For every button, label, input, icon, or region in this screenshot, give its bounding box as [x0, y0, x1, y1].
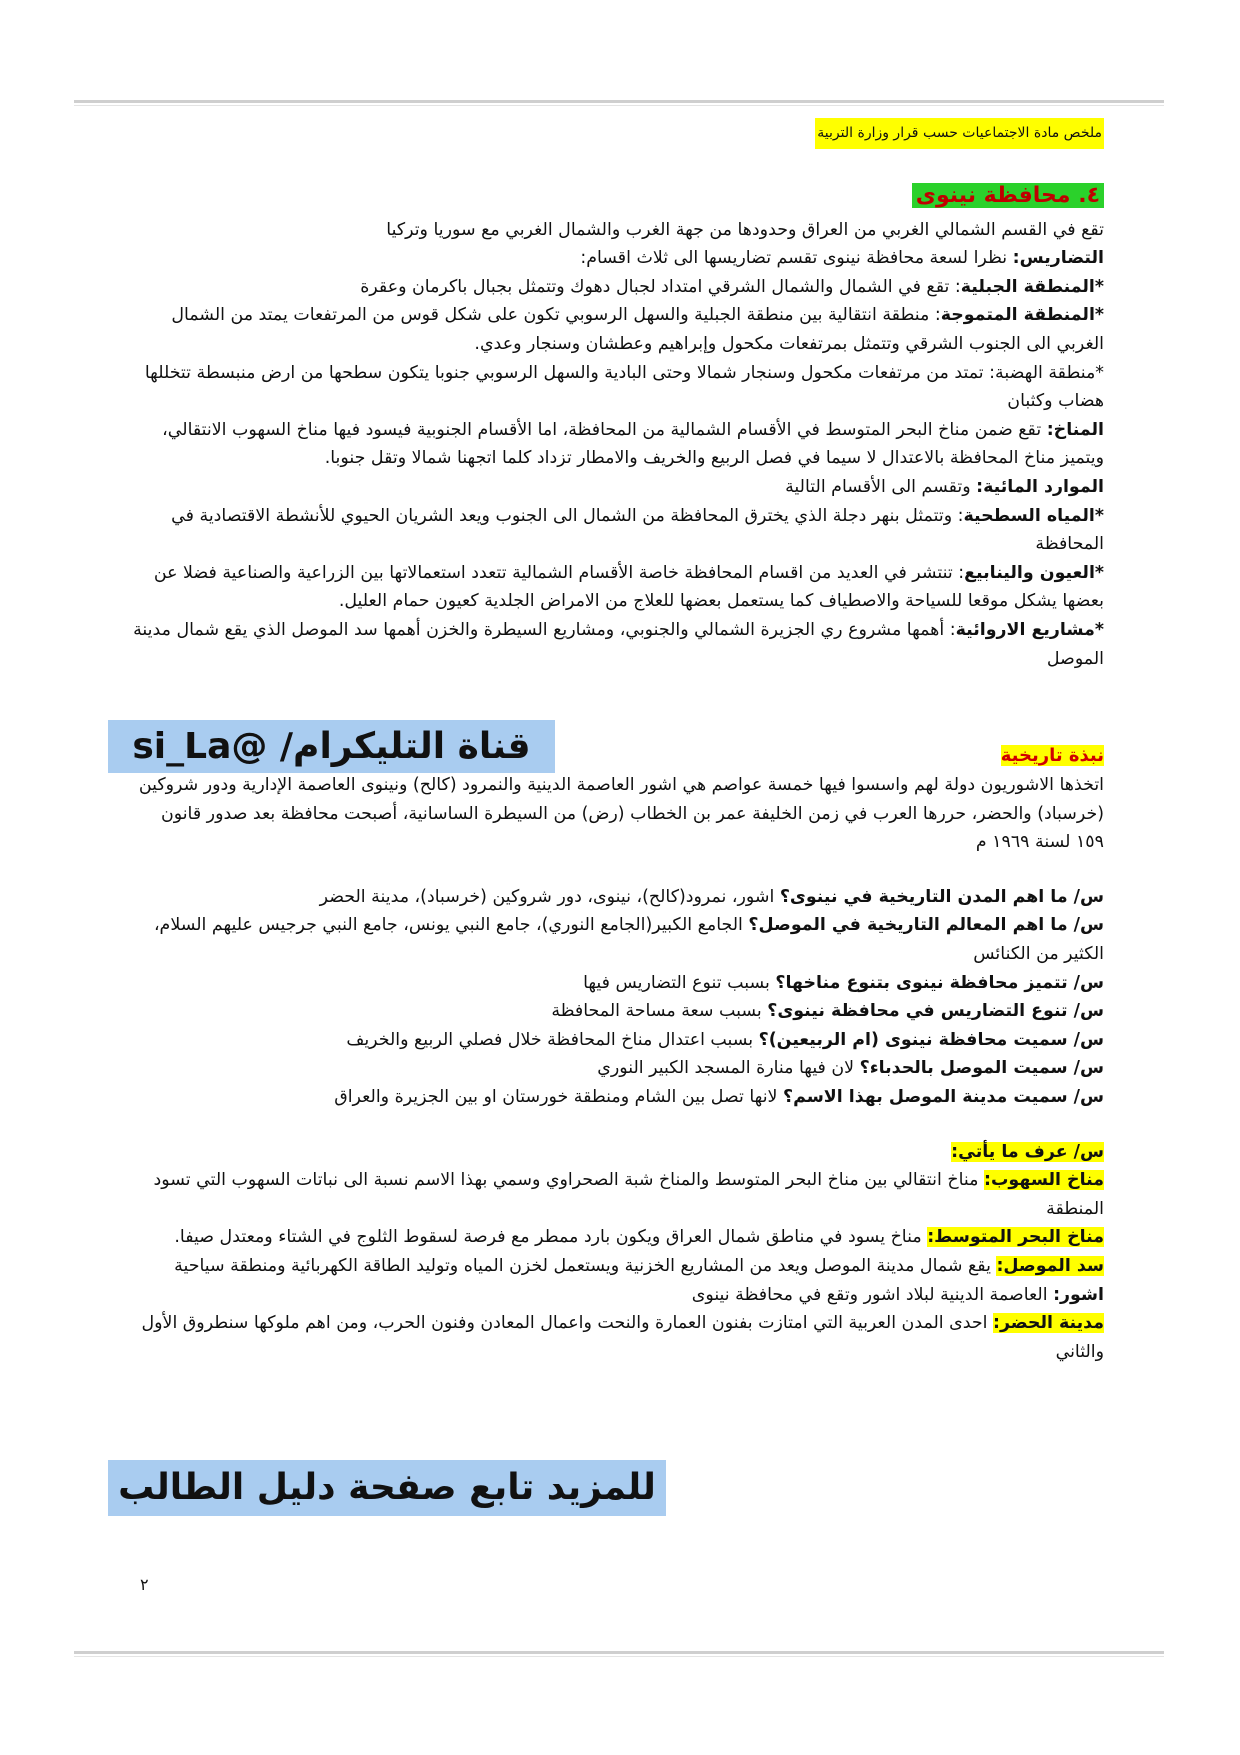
- list-item: *المنطقة الجبلية: تقع في الشمال والشمال الشرقي امتداد لجبال دهوك وتتمثل بجبال باكرمان وعقرة: [360, 276, 1104, 297]
- question-item: س/ سميت مدينة الموصل بهذا الاسم؟ لانها تصل بين الشام ومنطقة خورستان او بين الجزيرة والعراق: [334, 1087, 1104, 1108]
- student-guide-banner: للمزيد تابع صفحة دليل الطالب: [108, 1460, 666, 1516]
- section-title: ٤. محافظة نينوى: [912, 183, 1104, 208]
- list-item: *منطقة الهضبة: تمتد من مرتفعات مكحول وسنجار شمالا وحتى البادية والسهل الرسوبي جنوبا يتكون سطحها من ارض منبسطة تتخللها هضاب وكثبان: [144, 362, 1104, 412]
- question-item: س/ سميت محافظة نينوى (ام الربيعين)؟ بسبب اعتدال مناخ المحافظة خلال فصلي الربيع والخريف: [346, 1029, 1104, 1050]
- list-item: المناخ: تقع ضمن مناخ البحر المتوسط في الأقسام الشمالية من المحافظة، اما الأقسام الجنوبية فيسود فيها مناخ السهوب الانتقالي، ويتميز مناخ المحافظة بالاعتدال لا سيما في فصل الربيع والخريف والامطار تزداد كلما اتجهنا شمالا وتقل جنوبا.: [162, 419, 1104, 469]
- definitions-title: س/ عرف ما يأتي:: [951, 1141, 1104, 1162]
- list-item: *مشاريع الاروائية: أهمها مشروع ري الجزيرة الشمالي والجنوبي، ومشاريع السيطرة والخزن أهمها سد الموصل الذي يقع شمال مدينة الموصل: [133, 619, 1104, 669]
- top-divider: [74, 100, 1164, 103]
- list-item: *العيون والينابيع: تنتشر في العديد من اقسام المحافظة خاصة الأقسام الشمالية تتعدد استعمالاتها بين الزراعية والصناعية فضلا عن بعضها يشكل موقعا للسياحة والاصطياف كما يستعمل بعضها للعلاج من الامراض الجلدية كعيون حمام العليل.: [153, 562, 1104, 612]
- list-item: *المياه السطحية: وتتمثل بنهر دجلة الذي يخترق المحافظة من الشمال الى الجنوب ويعد الشريان الحيوي للأنشطة الاقتصادية في المحافظة: [171, 505, 1104, 555]
- page-number: ٢: [140, 1575, 149, 1594]
- question-item: س/ ما اهم المعالم التاريخية في الموصل؟ الجامع الكبير(الجامع النوري)، جامع النبي يونس، جامع النبي جرجيس عليهم السلام، الكثير من الكنائس: [153, 915, 1104, 965]
- definition-item: مناخ البحر المتوسط: مناخ يسود في مناطق شمال العراق ويكون بارد ممطر مع فرصة لسقوط الثلوج في الشتاء ومعتدل صيفا.: [174, 1227, 1104, 1248]
- history-text: اتخذها الاشوريون دولة لهم واسسوا فيها خمسة عواصم هي اشور العاصمة الدينية والنمرود (كالح) ونينوى العاصمة الإدارية ودور شروكين (خرسباد) والحضر، حررها العرب في زمن الخليفة عمر بن الخطاب (رض) من السيطرة الساسانية، أصبحت محافظة بعد صدور قانون ١٥٩ لسنة ١٩٦٩ م: [138, 775, 1104, 853]
- document-summary-label: ملخص مادة الاجتماعيات حسب قرار وزارة التربية: [815, 118, 1104, 149]
- definition-item: مناخ السهوب: مناخ انتقالي بين مناخ البحر المتوسط والمناخ شبة الصحراوي وسمي بهذا الاسم نسبة الى نباتات السهوب التي تسود المنطقة: [153, 1170, 1104, 1219]
- list-item: التضاريس: نظرا لسعة محافظة نينوى تقسم تضاريسها الى ثلاث اقسام:: [580, 248, 1104, 269]
- list-item: الموارد المائية: وتقسم الى الأقسام التالية: [785, 476, 1104, 497]
- question-item: س/ ما اهم المدن التاريخية في نينوى؟ اشور، نمرود(كالح)، نينوى، دور شروكين (خرسباد)، مدينة الحضر: [319, 886, 1104, 907]
- bottom-divider: [74, 1651, 1164, 1654]
- definition-item: مدينة الحضر: احدى المدن العربية التي امتازت بفنون العمارة والنحت واعمال المعادن وفنون الحرب، ومن اهم ملوكها سنطروق الأول والثاني: [141, 1313, 1104, 1362]
- list-item: *المنطقة المتموجة: منطقة انتقالية بين منطقة الجبلية والسهل الرسوبي تكون على شكل قوس من المرتفعات يمتد من الشمال الغربي الى الجنوب الشرقي وتتمثل بمرتفعات مكحول وإبراهيم وعطشان وسنجار وعدي.: [171, 305, 1104, 354]
- section-intro: تقع في القسم الشمالي الغربي من العراق وحدودها من جهة الغرب والشمال الغربي مع سوريا وتركيا: [386, 219, 1104, 240]
- definition-item: سد الموصل: يقع شمال مدينة الموصل ويعد من المشاريع الخزنية ويستعمل لخزن المياه وتوليد الطاقة الكهربائية ومنطقة سياحية: [174, 1256, 1104, 1276]
- question-item: س/ تتميز محافظة نينوى بتنوع مناخها؟ بسبب تنوع التضاريس فيها: [583, 972, 1104, 993]
- definition-item: اشور: العاصمة الدينية لبلاد اشور وتقع في محافظة نينوى: [691, 1284, 1104, 1305]
- question-item: س/ تنوع التضاريس في محافظة نينوى؟ بسبب سعة مساحة المحافظة: [551, 1001, 1104, 1022]
- telegram-channel-banner: قناة التليكرام/ @si_La: [108, 720, 555, 773]
- history-title: نبذة تاريخية: [1000, 745, 1104, 767]
- question-item: س/ سميت الموصل بالحدباء؟ لان فيها منارة المسجد الكبير النوري: [597, 1058, 1104, 1079]
